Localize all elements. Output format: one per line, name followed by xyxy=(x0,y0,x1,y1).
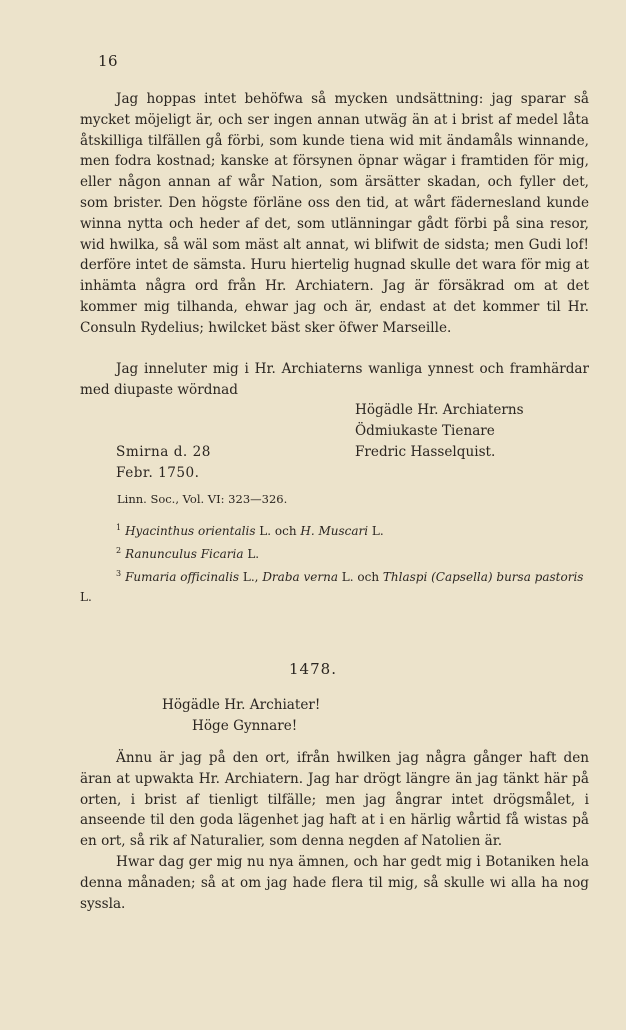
species-name: Ranunculus Ficaria xyxy=(125,547,244,561)
footnote-text: L., xyxy=(239,570,263,584)
closing-line: Högädle Hr. Archiaterns xyxy=(355,402,524,418)
footnote-marker: 1 xyxy=(116,523,122,532)
footnote xyxy=(80,518,589,541)
footnote-text: L. xyxy=(368,524,384,538)
page-number: 16 xyxy=(98,52,119,70)
source-citation: Linn. Soc., Vol. VI: 323—326. xyxy=(117,492,288,506)
footnote-text: L. xyxy=(80,590,92,604)
signature: Fredric Hasselquist. xyxy=(355,444,496,460)
footnote-marker: 2 xyxy=(116,546,122,555)
letter-number: 1478. xyxy=(289,660,337,678)
footnote-marker: 3 xyxy=(116,569,122,578)
footnote-text: L. och xyxy=(337,570,383,584)
footnote-text: L. xyxy=(243,547,260,561)
letter-paragraph: Jag hoppas intet behöfwa så mycken undsättning: jag sparar så mycket möjeligt är, och ser ingen annan utwäg än at i brist af medel låta åtskilliga tilfällen gå förbi, som kunde tiena wid mit ändamåls winnande, men fodra kostnad; kanske at försynen öpnar wägar i framtiden för mig, eller någon annan af wår Nation, som ärsätter skadan, och fyller det, som brister. Den högste förläne oss den tid, at wårt fädernesland kunde winna nytta och heder af det, som utlänningar gådt förbi på sina resor, wid hwilka, så wäl som mäst alt annat, wi blifwit de sidsta; men Gudi lof! derföre intet de sämsta. Huru hiertelig hugnad skulle det wara för mig at inhämta några ord från Hr. Archiatern. Jag är försäkrad om at det kommer mig tilhanda, ehwar jag och är, endast at det kommer til Hr. Consuln Rydelius; hwilcket bäst sker öfwer Marseille. xyxy=(80,91,589,336)
letter-paragraph: Hwar dag ger mig nu nya ämnen, och har gedt mig i Botaniken hela denna månaden; så at om jag hade flera til mig, så skulle wi alla ha nog syssla. xyxy=(80,854,589,912)
footnote-text: L. och xyxy=(255,524,301,538)
species-name: Draba verna xyxy=(262,570,338,584)
closing-line: Ödmiukaste Tienare xyxy=(355,423,495,439)
date-line: Febr. 1750. xyxy=(116,465,200,481)
species-name: Fumaria officinalis xyxy=(125,570,240,584)
species-name: H. Muscari xyxy=(300,524,369,538)
footnote xyxy=(80,541,589,564)
footnote xyxy=(80,564,589,607)
species-name: Hyacinthus orientalis xyxy=(125,524,256,538)
letter-paragraph: Ännu är jag på den ort, ifrån hwilken jag några gånger haft den äran at upwakta Hr. Archiatern. Jag har drögt längre än jag tänkt här på orten, i brist af tienligt tilfälle; men jag ångrar intet drögsmålet, i anseende til den goda lägenhet jag haft at i en härlig wårtid få wistas på en ort, så rik af Naturalier, som denna negden af Natolien är. xyxy=(80,750,589,850)
footnotes xyxy=(80,518,589,607)
salutation: Höge Gynnare! xyxy=(192,718,298,734)
letter-paragraph: Jag inneluter mig i Hr. Archiaterns wanliga ynnest och framhärdar med diupaste wördnad xyxy=(80,361,589,398)
place-line: Smirna d. 28 xyxy=(116,444,211,460)
species-name: Thlaspi (Capsella) bursa pastoris xyxy=(382,570,584,584)
salutation: Högädle Hr. Archiater! xyxy=(162,697,321,713)
